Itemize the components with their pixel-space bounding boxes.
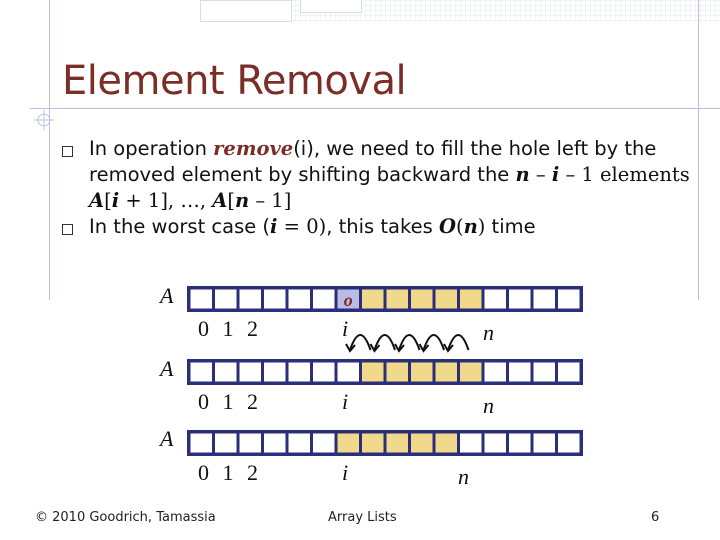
bullet-text: O (438, 215, 456, 238)
bullet-text: = 0) (277, 215, 327, 238)
bullet-text: time (485, 215, 536, 238)
bullet-text: [ (227, 189, 235, 212)
array-cell (313, 363, 335, 382)
array-cell (289, 290, 311, 309)
array-cell (509, 363, 531, 382)
index-n-label: n (483, 393, 494, 418)
index-label: 0 (198, 316, 209, 341)
bullet-text: A (212, 189, 228, 212)
array-label: A (160, 426, 174, 451)
array-cell (485, 434, 507, 453)
array-cell (215, 290, 237, 309)
index-label: 0 (198, 389, 209, 414)
bullet-text: In operation (89, 137, 214, 160)
bullet-text: (i), we need to fill the hole left by the removed element by shifting backward the (89, 137, 657, 186)
footer-center: Array Lists (328, 510, 397, 525)
array-cell (362, 290, 384, 309)
bullet-text: – (529, 163, 552, 186)
array-cell (534, 290, 556, 309)
array-cell (485, 363, 507, 382)
array-cell (338, 434, 360, 453)
array-cell (485, 290, 507, 309)
array-label: A (160, 283, 174, 308)
index-i-label: i (342, 316, 349, 341)
bullet-text: A (89, 189, 105, 212)
bullet-text: In the worst case ( (89, 215, 271, 238)
array-cell (411, 434, 433, 453)
array-cell (191, 363, 213, 382)
index-label: 1 (222, 460, 234, 485)
array-cell (289, 434, 311, 453)
index-label: 1 (222, 389, 234, 414)
bullet-text: – 1] (249, 189, 292, 212)
bullet-text: remove (213, 137, 294, 160)
array-cell (313, 434, 335, 453)
array-cell (460, 434, 482, 453)
bullet-text: n (463, 215, 478, 238)
array-cell (558, 434, 580, 453)
array-cell (313, 290, 335, 309)
bullet-text: ) (477, 215, 486, 238)
bullet-text: i (111, 189, 120, 212)
array-cell (215, 434, 237, 453)
array-cell (534, 363, 556, 382)
array-label: A (160, 356, 174, 381)
slide-title: Element Removal (62, 58, 407, 104)
bullet-text: i (551, 163, 560, 186)
array-cell (558, 363, 580, 382)
array-cell (215, 363, 237, 382)
index-label: 2 (247, 316, 258, 341)
array-cell (387, 290, 409, 309)
array-cell (191, 290, 213, 309)
index-i-label: i (342, 389, 349, 414)
array-cell (240, 290, 262, 309)
index-label: 2 (247, 460, 258, 485)
array-cell (264, 434, 286, 453)
array-cell (362, 434, 384, 453)
array-cell (509, 290, 531, 309)
array-cell (411, 290, 433, 309)
bullet-text: n (515, 163, 530, 186)
array-cell (436, 290, 458, 309)
page-number: 6 (651, 510, 660, 525)
array-cell (436, 363, 458, 382)
bullet-text: [ (104, 189, 112, 212)
array-cell (240, 434, 262, 453)
array-cell (460, 290, 482, 309)
index-label: 2 (247, 389, 258, 414)
index-n-label: n (483, 320, 494, 345)
index-label: 1 (222, 316, 234, 341)
index-label: 0 (198, 460, 209, 485)
index-i-label: i (342, 460, 349, 485)
array-cell (534, 434, 556, 453)
array-cell (558, 290, 580, 309)
footer-copyright: © 2010 Goodrich, Tamassia (35, 510, 216, 525)
bullet-text: n (234, 189, 250, 212)
bullet-text: ( (455, 215, 464, 238)
array-cell (362, 363, 384, 382)
bullet-text: i (270, 215, 278, 238)
array-cell (191, 434, 213, 453)
bullet-text: – 1 elements (559, 163, 690, 186)
array-cell (240, 363, 262, 382)
index-n-label: n (458, 464, 469, 489)
bullet-text: , this takes (326, 215, 439, 238)
array-cell (436, 434, 458, 453)
array-cell (264, 290, 286, 309)
array-cell (289, 363, 311, 382)
removed-element-label: o (343, 290, 353, 310)
array-cell (460, 363, 482, 382)
array-cell (264, 363, 286, 382)
array-cell (387, 363, 409, 382)
array-cell (338, 363, 360, 382)
array-cell (387, 434, 409, 453)
array-cell (411, 363, 433, 382)
bullet-text: + 1], …, (119, 189, 213, 212)
array-cell (509, 434, 531, 453)
